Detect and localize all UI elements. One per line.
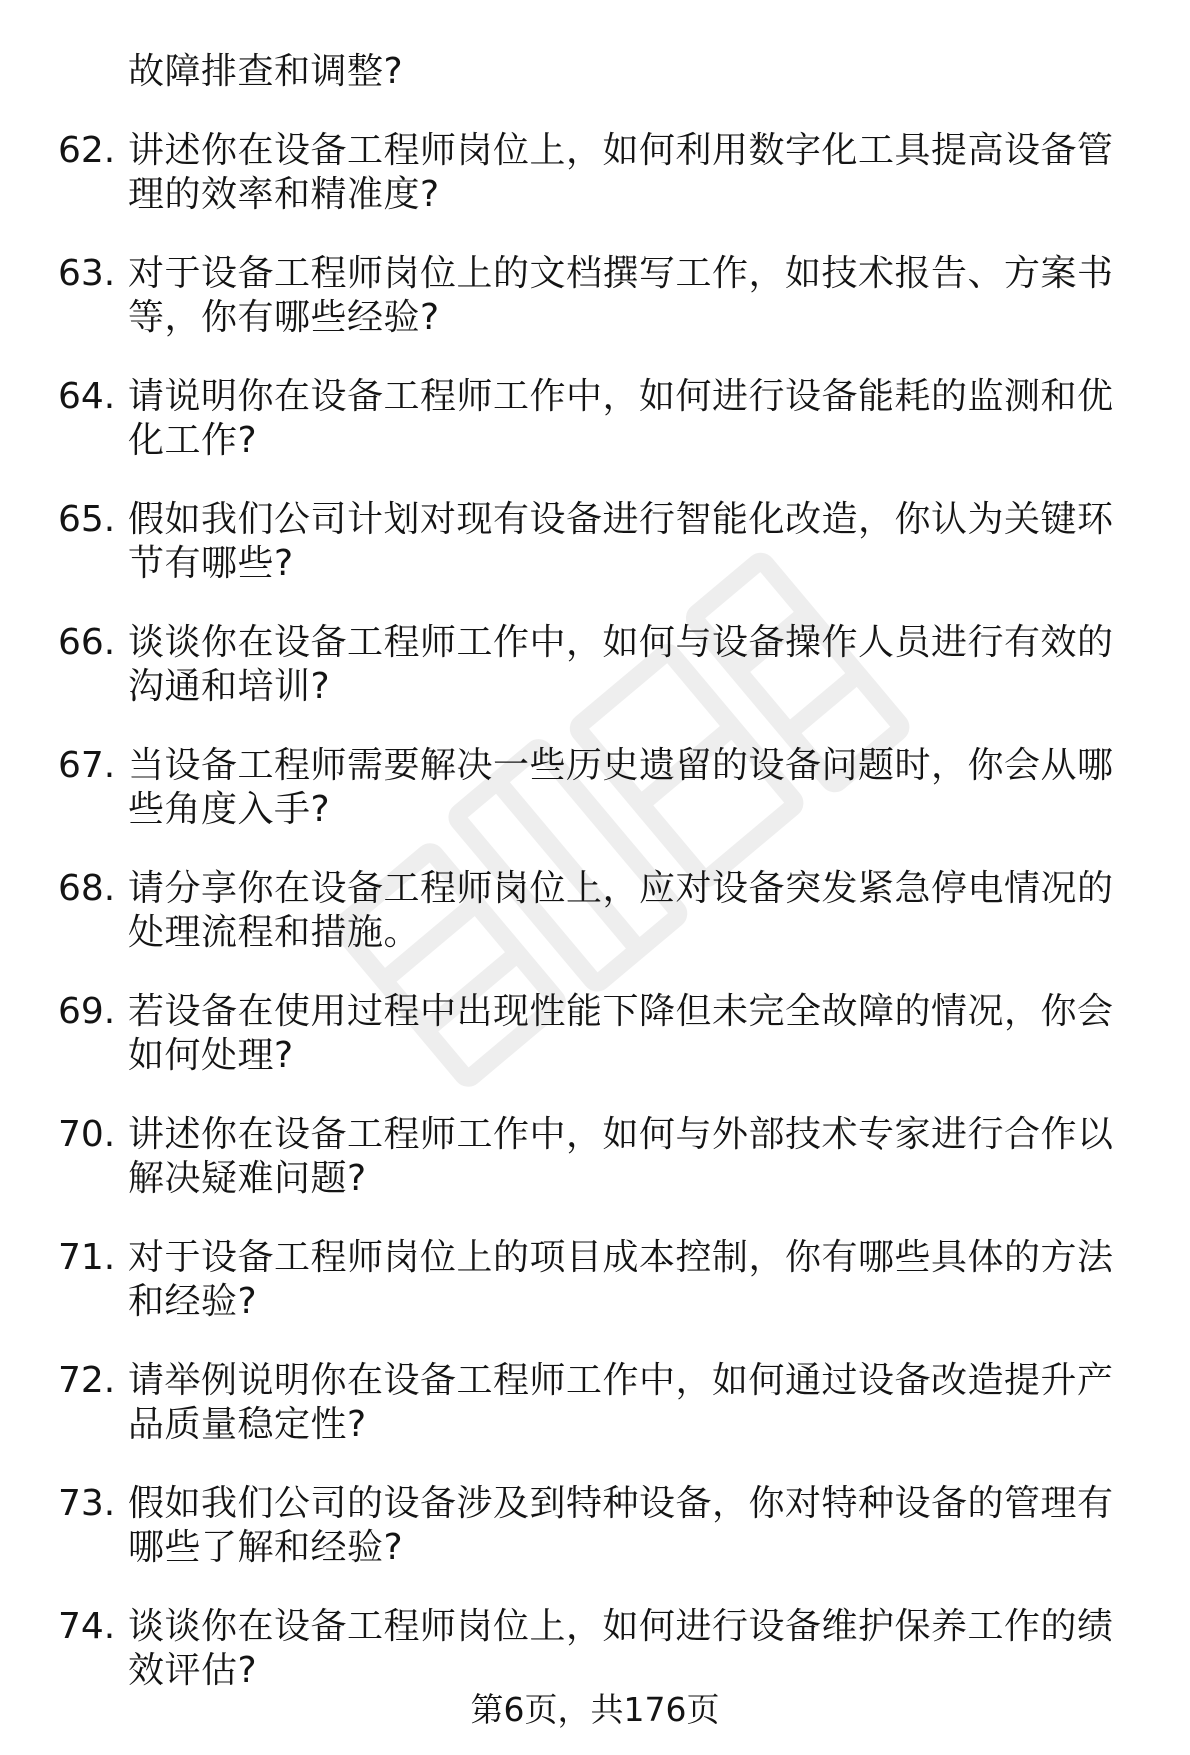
question-item: [0, 498, 1190, 621]
continued-question-text: 故障排查和调整?: [128, 51, 404, 92]
question-list: [0, 129, 1190, 1728]
question-number: 72.: [58, 1360, 116, 1401]
question-number: 70.: [58, 1114, 116, 1155]
question-item: [0, 1236, 1190, 1359]
question-item: [0, 990, 1190, 1113]
question-item: [0, 129, 1190, 252]
question-item: [0, 744, 1190, 867]
question-item: [0, 252, 1190, 375]
question-text: 讲述你在设备工程师岗位上，如何利用数字化工具提高设备管理的效率和精准度?: [128, 130, 1114, 215]
question-number: 71.: [58, 1237, 116, 1278]
question-text: 假如我们公司计划对现有设备进行智能化改造，你认为关键环节有哪些?: [128, 499, 1114, 584]
question-text: 谈谈你在设备工程师工作中，如何与设备操作人员进行有效的沟通和培训?: [128, 622, 1114, 707]
question-item: [0, 867, 1190, 990]
question-text: 当设备工程师需要解决一些历史遗留的设备问题时，你会从哪些角度入手?: [128, 745, 1114, 830]
question-number: 62.: [58, 130, 116, 171]
question-text: 讲述你在设备工程师工作中，如何与外部技术专家进行合作以解决疑难问题?: [128, 1114, 1114, 1199]
question-item: [0, 375, 1190, 498]
question-item: [0, 1359, 1190, 1482]
question-number: 65.: [58, 499, 116, 540]
question-number: 68.: [58, 868, 116, 909]
question-item: [0, 1113, 1190, 1236]
question-item: [0, 1482, 1190, 1605]
question-text: 谈谈你在设备工程师岗位上，如何进行设备维护保养工作的绩效评估?: [128, 1606, 1114, 1691]
page-footer: 第6页，共176页: [470, 1690, 720, 1729]
question-text: 假如我们公司的设备涉及到特种设备，你对特种设备的管理有哪些了解和经验?: [128, 1483, 1114, 1568]
question-text: 请分享你在设备工程师岗位上，应对设备突发紧急停电情况的处理流程和措施。: [128, 868, 1114, 953]
question-text: 对于设备工程师岗位上的文档撰写工作，如技术报告、方案书等，你有哪些经验?: [128, 253, 1114, 338]
question-text: 请举例说明你在设备工程师工作中，如何通过设备改造提升产品质量稳定性?: [128, 1360, 1114, 1445]
question-number: 64.: [58, 376, 116, 417]
question-number: 66.: [58, 622, 116, 663]
question-number: 73.: [58, 1483, 116, 1524]
question-text: 对于设备工程师岗位上的项目成本控制，你有哪些具体的方法和经验?: [128, 1237, 1114, 1322]
question-number: 67.: [58, 745, 116, 786]
question-number: 74.: [58, 1606, 116, 1647]
question-text: 请说明你在设备工程师工作中，如何进行设备能耗的监测和优化工作?: [128, 376, 1114, 461]
question-number: 63.: [58, 253, 116, 294]
question-number: 69.: [58, 991, 116, 1032]
question-text: 若设备在使用过程中出现性能下降但未完全故障的情况，你会如何处理?: [128, 991, 1114, 1076]
question-item: [0, 621, 1190, 744]
